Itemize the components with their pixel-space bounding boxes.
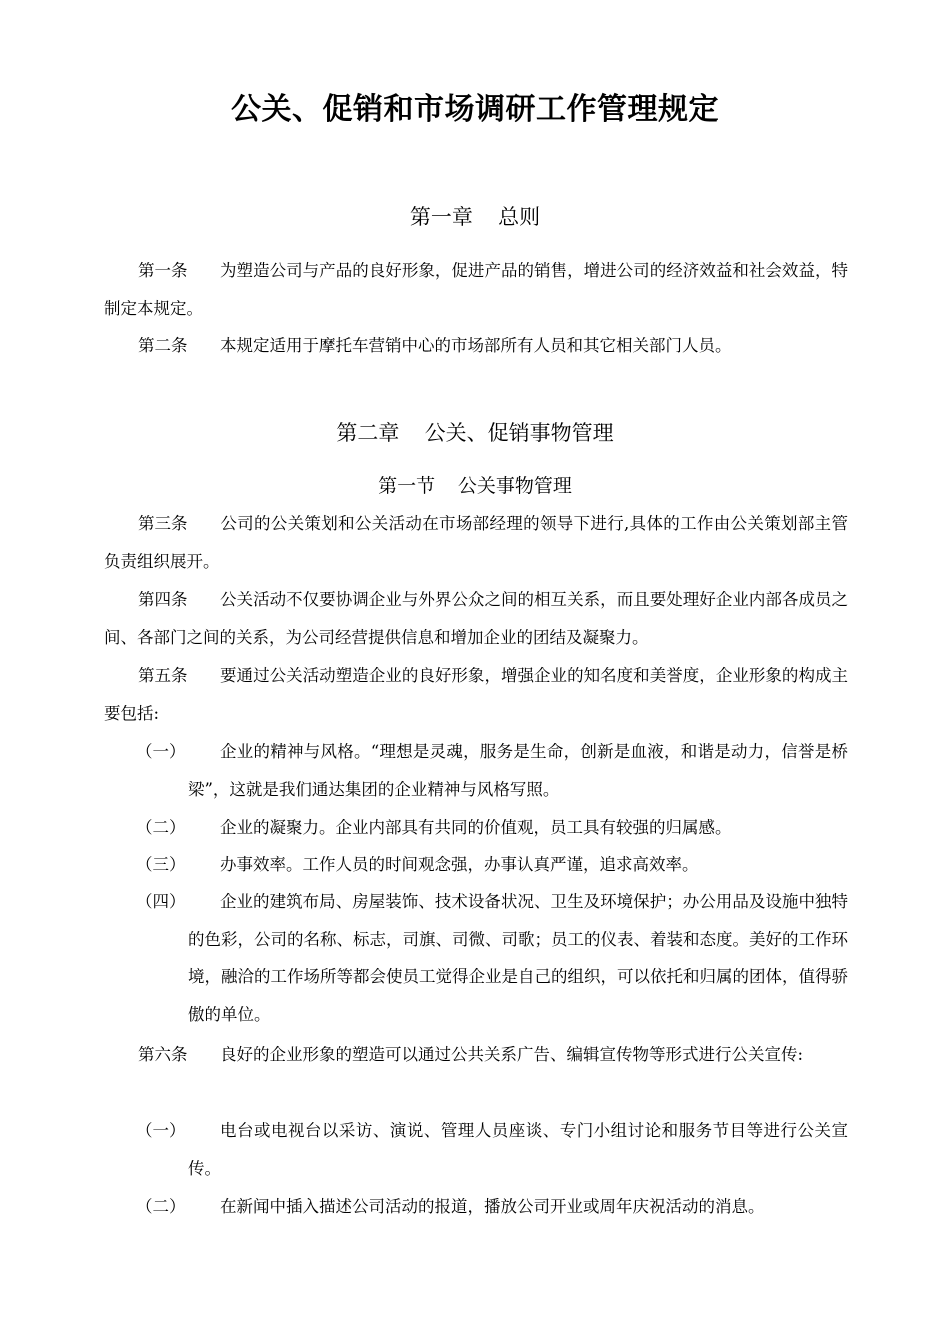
- chapter-name: 公关、促销事物管理: [424, 421, 614, 445]
- chapter-number: 第二章: [336, 421, 400, 445]
- article-text: 公司的公关策划和公关活动在市场部经理的领导下进行,具体的工作由公关策划部主管负责组织展开。: [104, 514, 848, 571]
- article-label: 第二条: [138, 336, 188, 355]
- article-label: 第三条: [138, 514, 188, 533]
- chapter-heading: [0, 202, 950, 232]
- list-item-text: 企业的精神与风格。“理想是灵魂，服务是生命，创新是血液，和谐是动力，信誉是桥梁”，这就是我们通达集团的企业精神与风格写照。: [188, 742, 848, 799]
- list-item: [136, 883, 848, 1033]
- list-item-number: （一）: [136, 1121, 186, 1140]
- list-item: [136, 1188, 848, 1226]
- article-text: 为塑造公司与产品的良好形象，促进产品的销售，增进公司的经济效益和社会效益，特制定本规定。: [104, 261, 848, 318]
- chapter-heading: [0, 418, 950, 448]
- list-item-number: （三）: [136, 855, 186, 874]
- article-paragraph: [104, 1036, 848, 1074]
- list-item-number: （四）: [136, 892, 186, 911]
- article-text: 公关活动不仅要协调企业与外界公众之间的相互关系，而且要处理好企业内部各成员之间、各部门之间的关系，为公司经营提供信息和增加企业的团结及凝聚力。: [104, 590, 848, 647]
- article-paragraph: [104, 252, 848, 327]
- article-label: 第四条: [138, 590, 188, 609]
- article-paragraph: [104, 581, 848, 656]
- list-item: [136, 846, 848, 884]
- list-item: [136, 733, 848, 808]
- list-item-number: （一）: [136, 742, 186, 761]
- chapter-name: 总则: [498, 205, 541, 229]
- section-number: 第一节: [378, 475, 436, 497]
- article-text: 要通过公关活动塑造企业的良好形象，增强企业的知名度和美誉度，企业形象的构成主要包括:: [104, 666, 848, 723]
- article-text: 良好的企业形象的塑造可以通过公共关系广告、编辑宣传物等形式进行公关宣传:: [220, 1045, 804, 1064]
- list-item-text: 企业的凝聚力。企业内部具有共同的价值观，员工具有较强的归属感。: [220, 818, 732, 837]
- list-item-text: 办事效率。工作人员的时间观念强，办事认真严谨，追求高效率。: [220, 855, 699, 874]
- article-paragraph: [104, 657, 848, 732]
- list-item: [136, 809, 848, 847]
- section-heading: [0, 472, 950, 500]
- list-item-number: （二）: [136, 818, 186, 837]
- article-label: 第一条: [138, 261, 188, 280]
- chapter-number: 第一章: [409, 205, 473, 229]
- list-item-number: （二）: [136, 1197, 186, 1216]
- list-item: [136, 1112, 848, 1187]
- article-paragraph: [104, 327, 848, 365]
- list-item-text: 企业的建筑布局、房屋装饰、技术设备状况、卫生及环境保护；办公用品及设施中独特的色彩，公司的名称、标志，司旗、司微、司歌；员工的仪表、着装和态度。美好的工作环境，融洽的工作场所等都会使员工觉得企业是自己的组织，可以依托和归属的团体，值得骄傲的单位。: [188, 892, 848, 1024]
- document-title: 公关、促销和市场调研工作管理规定: [231, 92, 719, 127]
- article-text: 本规定适用于摩托车营销中心的市场部所有人员和其它相关部门人员。: [220, 336, 732, 355]
- article-label: 第六条: [138, 1045, 188, 1064]
- list-item-text: 在新闻中插入描述公司活动的报道，播放公司开业或周年庆祝活动的消息。: [220, 1197, 765, 1216]
- article-paragraph: [104, 505, 848, 580]
- section-name: 公关事物管理: [457, 475, 572, 497]
- list-item-text: 电台或电视台以采访、演说、管理人员座谈、专门小组讨论和服务节目等进行公关宣传。: [188, 1121, 848, 1178]
- article-label: 第五条: [138, 666, 188, 685]
